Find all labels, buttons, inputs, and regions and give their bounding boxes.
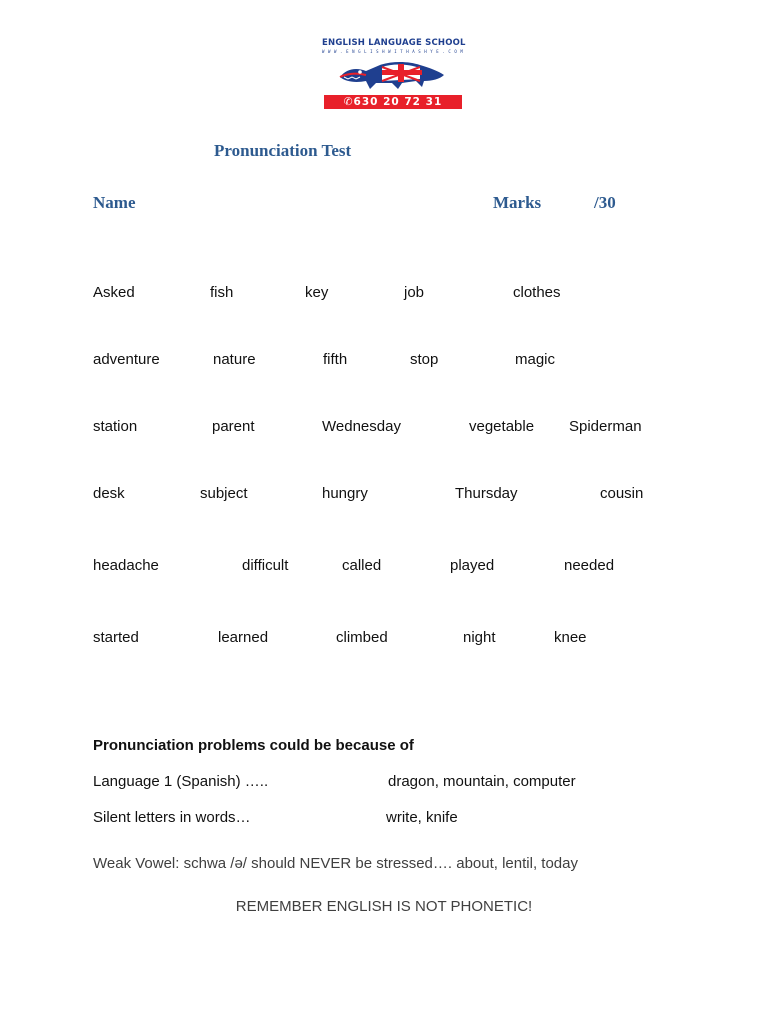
word: parent (212, 418, 255, 435)
word: vegetable (469, 418, 535, 435)
phone-number: ✆630 20 72 31 (324, 95, 462, 109)
word: job (404, 284, 425, 301)
word: station (93, 418, 138, 435)
word: climbed (336, 629, 388, 646)
logo-title: ENGLISH LANGUAGE SCHOOL (322, 38, 466, 48)
logo-url: W W W . E N G L I S H W I T H A S H Y E . C O M (322, 49, 464, 54)
word: stop (410, 351, 439, 368)
word: subject (200, 485, 248, 502)
word: key (305, 284, 329, 301)
word: started (93, 629, 139, 646)
page-title: Pronunciation Test (214, 141, 352, 160)
word: Asked (93, 284, 135, 301)
l1-examples: dragon, mountain, computer (388, 773, 576, 790)
school-logo (322, 38, 466, 110)
word: fifth (323, 351, 348, 368)
word: Wednesday (322, 418, 401, 435)
word: Thursday (455, 485, 518, 502)
silent-letters-examples: write, knife (386, 809, 458, 826)
marks-total: /30 (594, 193, 616, 212)
word: adventure (93, 351, 160, 368)
word: magic (515, 351, 556, 368)
word: headache (93, 557, 159, 574)
weak-vowel-note: Weak Vowel: schwa /ə/ should NEVER be stressed…. about, lentil, today (93, 855, 578, 872)
word: Spiderman (569, 418, 642, 435)
word: desk (93, 485, 125, 502)
word: needed (564, 557, 615, 574)
word: clothes (513, 284, 561, 301)
reminder-text: REMEMBER ENGLISH IS NOT PHONETIC! (235, 898, 533, 915)
word: night (463, 629, 496, 646)
l1-label: Language 1 (Spanish) ….. (93, 773, 269, 790)
silent-letters-label: Silent letters in words… (93, 809, 251, 826)
marks-label: Marks (493, 193, 542, 212)
word: cousin (600, 485, 644, 502)
word: fish (210, 284, 234, 301)
word: hungry (322, 485, 368, 502)
word: called (342, 557, 382, 574)
word: difficult (242, 557, 289, 574)
crocodile-flag-icon (336, 55, 448, 95)
word: played (450, 557, 495, 574)
name-label: Name (93, 193, 136, 212)
word: learned (218, 629, 269, 646)
word: knee (554, 629, 587, 646)
word: nature (213, 351, 256, 368)
notes-heading: Pronunciation problems could be because of (93, 737, 414, 754)
